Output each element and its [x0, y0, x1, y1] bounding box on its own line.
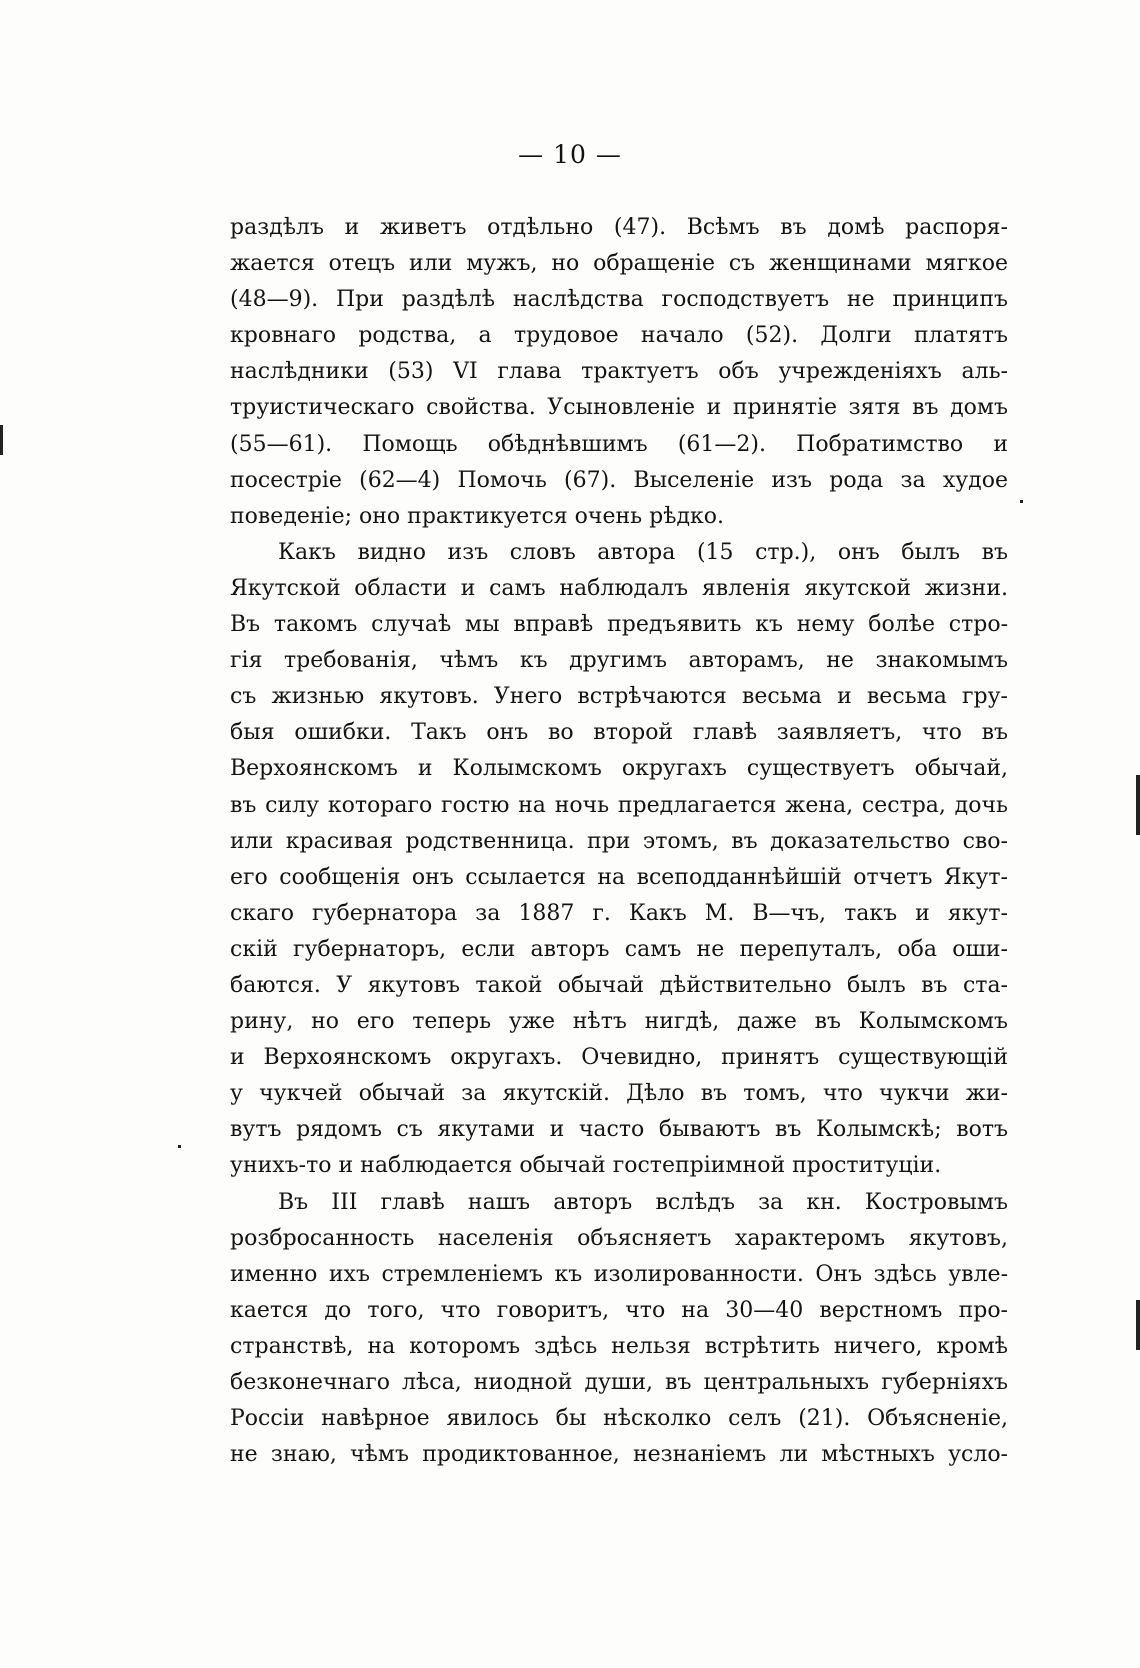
- text-line: наслѣдники (53) VI глава трактуетъ объ учрежденіяхъ аль-: [230, 359, 1008, 385]
- text-line: у чукчей обычай за якутскій. Дѣло въ томъ, что чукчи жи-: [230, 1081, 1008, 1107]
- text-line: Какъ видно изъ словъ автора (15 стр.), онъ былъ въ: [278, 539, 1008, 565]
- text-line: жается отецъ или мужъ, но обращеніе съ женщинами мягкое: [230, 251, 1008, 277]
- text-line: посестріе (62—4) Помочь (67). Выселеніе изъ рода за худое: [230, 467, 1008, 493]
- text-line: поведеніе; оно практикуется очень рѣдко.: [230, 503, 725, 529]
- text-line: его сообщенія онъ ссылается на всеподданнѣйшій отчетъ Якут-: [230, 864, 1008, 890]
- text-line: безконечнаго лѣса, ниодной души, въ центральныхъ губерніяхъ: [230, 1370, 1008, 1395]
- text-line: Въ III главѣ нашъ авторъ вслѣдъ за кн. Костровымъ: [278, 1189, 1008, 1215]
- paragraph-1: [230, 210, 1008, 535]
- scan-mark: [0, 425, 3, 455]
- text-line: или красивая родственница. при этомъ, въ доказательство сво-: [230, 828, 1008, 854]
- scan-mark: [1020, 500, 1023, 503]
- text-line: рину, но его теперь уже нѣтъ нигдѣ, даже въ Колымскомъ: [230, 1009, 1008, 1035]
- text-line: Въ такомъ случаѣ мы вправѣ предъявить къ нему болѣе стро-: [230, 612, 1008, 638]
- text-line: кается до того, что говоритъ, что на 30—40 верстномъ про-: [230, 1297, 1008, 1323]
- scan-mark: [1136, 775, 1140, 835]
- body-text: [230, 210, 1008, 1473]
- text-line: вутъ рядомъ съ якутами и часто бываютъ въ Колымскѣ; вотъ: [230, 1117, 1008, 1143]
- text-line: баются. У якутовъ такой обычай дѣйствительно былъ въ ста-: [230, 972, 1008, 998]
- text-line: Россіи навѣрное явилось бы нѣсколко селъ (21). Объясненіе,: [230, 1406, 1008, 1432]
- text-line: Якутской области и самъ наблюдалъ явленія якутской жизни.: [230, 575, 1008, 601]
- text-line: и Верхоянскомъ округахъ. Очевидно, принятъ существующій: [230, 1045, 1008, 1071]
- text-line: труистическаго свойства. Усыновленіе и принятіе зятя въ домъ: [230, 395, 1008, 421]
- text-line: (55—61). Помощь обѣднѣвшимъ (61—2). Побратимство и: [230, 431, 1008, 457]
- scan-mark: [1136, 1300, 1140, 1350]
- paragraph-2: [230, 535, 1008, 1185]
- text-line: быя ошибки. Такъ онъ во второй главѣ заявляетъ, что въ: [230, 720, 1008, 746]
- text-line: не знаю, чѣмъ продиктованное, незнаніемъ ли мѣстныхъ усло-: [230, 1442, 1008, 1468]
- text-line: странствѣ, на которомъ здѣсь нельзя встрѣтить ничего, кромѣ: [230, 1333, 1008, 1359]
- text-line: унихъ-то и наблюдается обычай гостепріимной проституціи.: [230, 1153, 942, 1179]
- scan-mark: [178, 1145, 181, 1148]
- text-line: (48—9). При раздѣлѣ наслѣдства господствуетъ не принципъ: [230, 287, 1008, 313]
- text-line: гія требованія, чѣмъ къ другимъ авторамъ, не знакомымъ: [230, 648, 1008, 674]
- page-number: — 10 —: [518, 140, 622, 169]
- text-line: скаго губернатора за 1887 г. Какъ М. В—чъ, такъ и якут-: [230, 900, 1008, 926]
- text-line: скій губернаторъ, если авторъ самъ не перепуталъ, оба оши-: [230, 936, 1008, 962]
- paragraph-3: [230, 1185, 1008, 1474]
- text-line: въ силу котораго гостю на ночь предлагается жена, сестра, дочь: [230, 792, 1008, 818]
- text-line: раздѣлъ и живетъ отдѣльно (47). Всѣмъ въ домѣ распоря-: [230, 215, 1008, 240]
- text-line: Верхоянскомъ и Колымскомъ округахъ существуетъ обычай,: [230, 756, 1008, 782]
- text-line: розбросанность населенія объясняетъ характеромъ якутовъ,: [230, 1225, 1008, 1251]
- text-line: съ жизнью якутовъ. Унего встрѣчаются весьма и весьма гру-: [230, 684, 1008, 710]
- text-line: именно ихъ стремленіемъ къ изолированности. Онъ здѣсь увле-: [230, 1261, 1008, 1287]
- text-line: кровнаго родства, а трудовое начало (52). Долги платятъ: [230, 323, 1008, 349]
